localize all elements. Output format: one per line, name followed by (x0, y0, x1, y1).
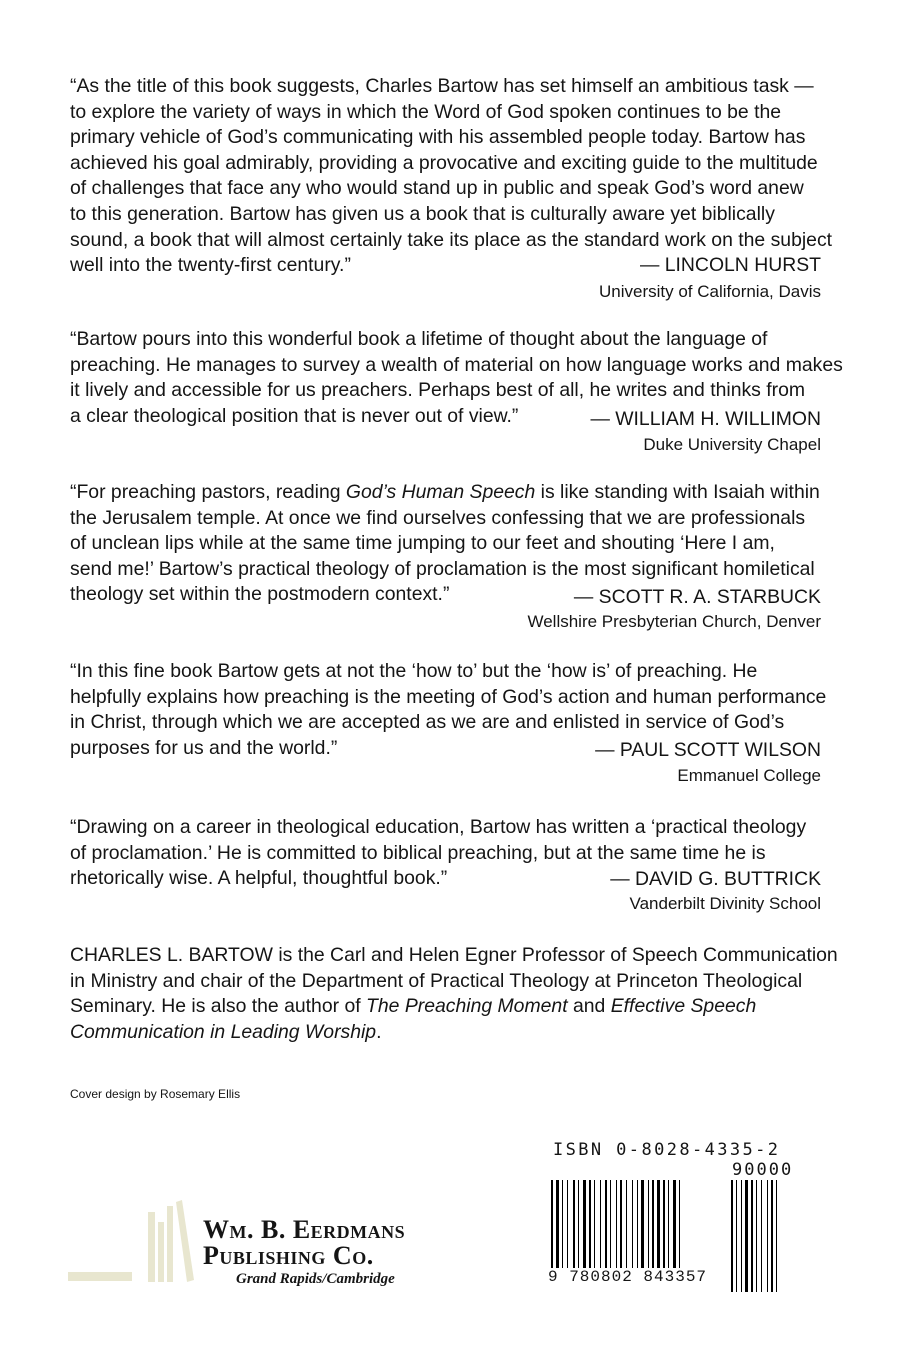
barcode-bar (637, 1180, 638, 1268)
barcode-bar (641, 1180, 644, 1268)
barcode-bar (600, 1180, 601, 1268)
barcode-bar (594, 1180, 595, 1268)
quote-5-text: “Drawing on a career in theological education, Bartow has written a ‘practical theology of proclamation.’ He is committed to biblical preaching, but at the same time he is rhetorically wise. A helpful, thoughtful book.” (70, 816, 807, 890)
addon-bar (767, 1180, 768, 1292)
barcode-bar (562, 1180, 563, 1268)
quote-3-affiliation: Wellshire Presbyterian Church, Denver (527, 612, 821, 631)
barcode-bar (663, 1180, 665, 1268)
quote-5-author: — DAVID G. BUTTRICK (610, 868, 821, 890)
barcode-bar (673, 1180, 676, 1268)
quote-5-affiliation: Vanderbilt Divinity School (629, 894, 821, 913)
barcode-bar (652, 1180, 654, 1268)
barcode-bar (648, 1180, 649, 1268)
quote-1 (70, 74, 833, 279)
quote-3-author: — SCOTT R. A. STARBUCK (573, 586, 821, 608)
barcode-bar (573, 1180, 575, 1268)
isbn-text: ISBN 0-8028-4335-2 (553, 1140, 781, 1160)
quote-2-author: — WILLIAM H. WILLIMON (590, 408, 821, 430)
quote-4-text: “In this fine book Bartow gets at not the ‘how to’ but the ‘how is’ of preaching. He helpfully explains how preaching is the meeting of God’s action and human performance in Christ, through which we are accepted as we are and enlisted in service of God’s purposes for us and the world.” (70, 660, 827, 759)
addon-bar (741, 1180, 742, 1292)
quote-1-affiliation: University of California, Davis (598, 282, 821, 301)
addon-bar (736, 1180, 737, 1292)
publisher-name: Wm. B. Eerdmans Publishing Co. Grand Rapids/Cambridge (203, 1215, 406, 1287)
barcode-bar (567, 1180, 568, 1268)
ean-number: 9 780802 843357 (548, 1268, 708, 1286)
quote-2-text: “Bartow pours into this wonderful book a lifetime of thought about the language of preaching. He manages to survey a wealth of material on how language works and makes it lively and accessible for us preachers. Perhaps best of all, he writes and thinks from a clear theological position that is never out of view.” (70, 328, 843, 427)
barcode-bar (578, 1180, 579, 1268)
barcode-bar (583, 1180, 586, 1268)
barcode-bar (626, 1180, 627, 1268)
quote-3-text: “For preaching pastors, reading God’s Human Speech is like standing with Isaiah within the Jerusalem temple. At once we find ourselves confessing that we are professionals of unclean lips while at the same time jumping to our feet and shouting ‘Here I am, send me!’ Bartow’s practical theology of proclamation is the most significant homiletical theology set within the postmodern context.” (70, 481, 820, 606)
addon-bar (756, 1180, 757, 1292)
quote-4-affiliation: Emmanuel College (677, 766, 821, 785)
book-title: God’s Human Speech (345, 481, 536, 503)
barcode-bar (610, 1180, 611, 1268)
addon-bar (751, 1180, 753, 1292)
addon-bar (771, 1180, 773, 1292)
quote-1-text: “As the title of this book suggests, Charles Bartow has set himself an ambitious task — to explore the variety of ways in which the Word of God spoken continues to be the primary vehicle of God’s communicating with his assembled people today. Bartow has achieved his goal admirably, providing a provocative and exciting guide to the multitude of challenges that face any who would stand up in public and speak God’s word anew to this generation. Bartow has given us a book that is culturally aware yet biblically sound, a book that will almost certainly take its place as the standard work on the subject well into the twenty-first century.” (70, 75, 833, 277)
barcode-bar (620, 1180, 622, 1268)
addon-bar (761, 1180, 762, 1292)
addon-bar (731, 1180, 733, 1292)
quote-1-author: — LINCOLN HURST (639, 254, 821, 276)
logo-books-icon (68, 1200, 194, 1282)
barcode-bar (632, 1180, 633, 1268)
barcode-bar (657, 1180, 660, 1268)
barcode-bar (605, 1180, 607, 1268)
price-code: 90000 (732, 1160, 794, 1180)
addon-bar (776, 1180, 777, 1292)
barcode-bar (668, 1180, 669, 1268)
quote-4-author: — PAUL SCOTT WILSON (595, 739, 821, 761)
quote-2-affiliation: Duke University Chapel (643, 435, 821, 454)
addon-bar (745, 1180, 748, 1292)
barcode-bar (589, 1180, 591, 1268)
cover-credit: Cover design by Rosemary Ellis (70, 1087, 241, 1101)
author-bio: CHARLES L. BARTOW is the Carl and Helen Egner Professor of Speech Communication in Ministry and chair of the Department of Practical Theology at Princeton Theological Seminary. He is also the author of The Preaching Moment and Effective Speech Communication in Leading Worship. (70, 944, 838, 1043)
